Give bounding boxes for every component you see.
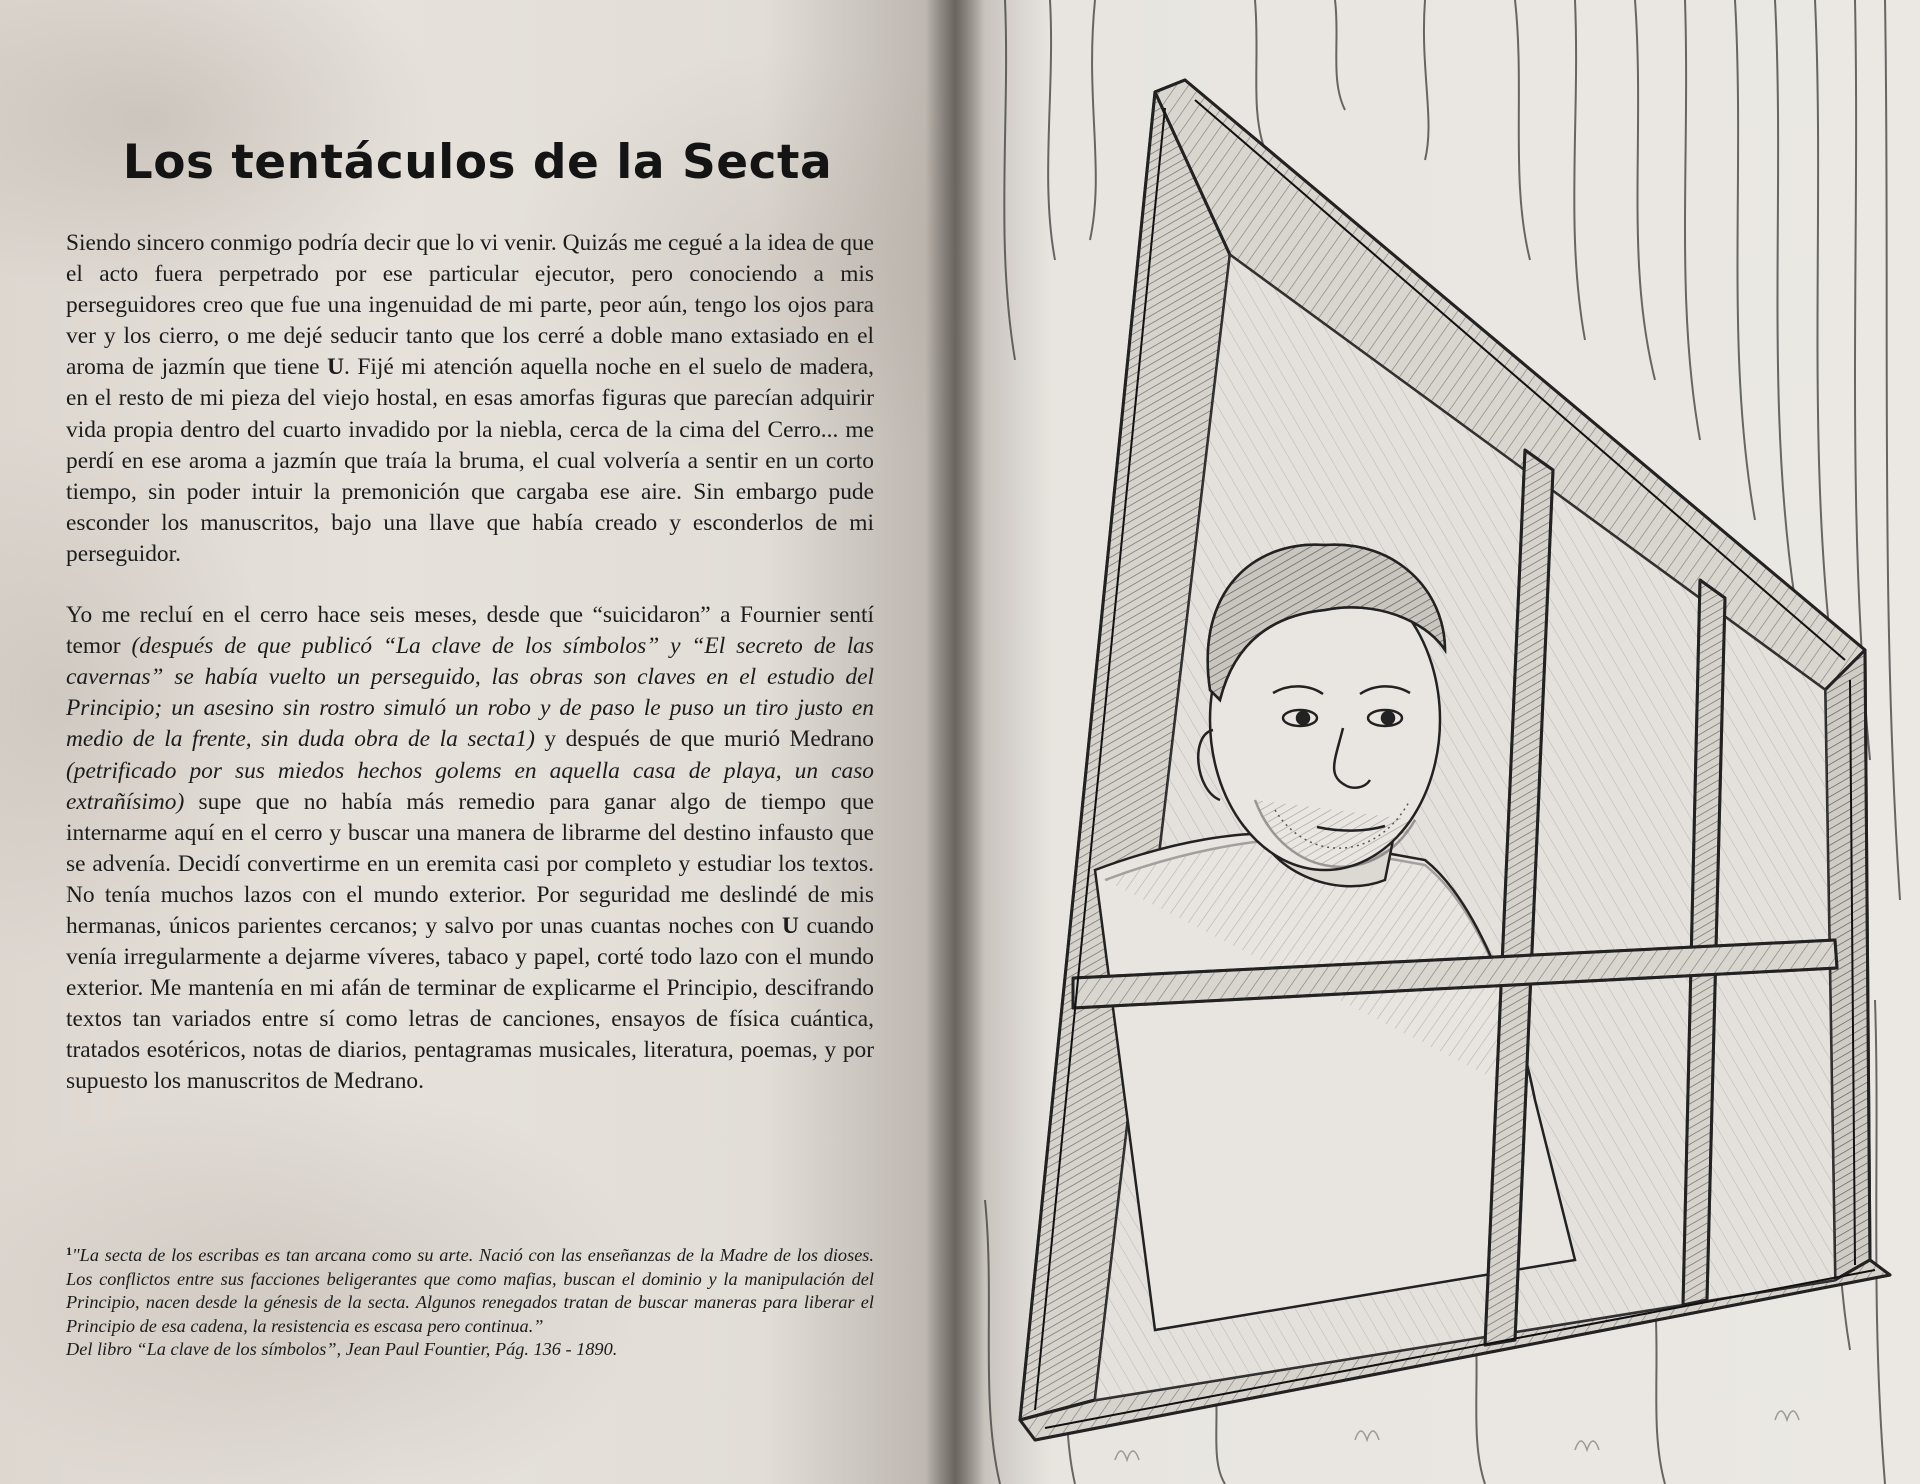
paragraph-2 bbox=[66, 600, 874, 1098]
text-run: . Fijé mi atención aquella noche en el suelo de madera, en el resto de mi pieza del viejo hostal, en esas amorfas figuras que parecían adquirir vida propia dentro del cuarto invadido por la niebla, cerca de la cima del Cerro... me perdí en ese aroma a jazmín que traía la bruma, el cual volvería a sentir en un corto tiempo, sin poder intuir la premonición que cargaba ese aire. Sin embargo pude esconder los manuscritos, bajo una llave que había creado y esconderlos de mi perseguidor. bbox=[66, 354, 874, 567]
footnote-text bbox=[66, 1240, 874, 1338]
footnote-marker: 1 bbox=[66, 1244, 72, 1258]
footnote-source: Del libro “La clave de los símbolos”, Jean Paul Fountier, Pág. 136 - 1890. bbox=[66, 1339, 618, 1359]
window-sketch-illustration bbox=[955, 0, 1920, 1484]
text-run: supe que no había más remedio para ganar algo de tiempo que internarme aquí en el cerro y buscar una manera de librarme del destino infausto que se advenía. Decidí convertirme en un eremita casi por completo y estudiar los textos. No tenía muchos lazos con el mundo exterior. Por seguridad me deslindé de mis hermanas, únicos parientes cercanos; y salvo por unas cuantas noches con bbox=[66, 788, 874, 939]
body-text bbox=[66, 228, 874, 1128]
paragraph-1 bbox=[66, 228, 874, 570]
bold-initial-u: U bbox=[327, 354, 344, 381]
italic-aside: (después de que publicó “La clave de los símbolos” y “El secreto de las cavernas” se había vuelto un perseguido, las obras son claves en el estudio del Principio; un asesino sin rostro simuló un robo y de paso le puso un tiro justo en medio de la frente, sin duda obra de la secta1) bbox=[66, 633, 874, 753]
text-run: cuando venía irregularmente a dejarme víveres, tabaco y papel, corté todo lazo con el mundo exterior. Me mantenía en mi afán de terminar de explicarme el Principio, descifrando textos tan variados entre sí como letras de canciones, ensayos de física cuántica, tratados esotéricos, notas de diarios, pentagramas musicales, literatura, poemas, y por supuesto los manuscritos de Medrano. bbox=[66, 912, 874, 1095]
book-gutter bbox=[925, 0, 985, 1484]
text-run: Yo me recluí en el cerro hace seis meses, desde que “suicidaron” a Fournier sentí temor bbox=[66, 602, 874, 660]
bold-initial-u: U bbox=[782, 912, 799, 939]
illustration-page bbox=[955, 0, 1920, 1484]
footnote-quote: "La secta de los escribas es tan arcana como su arte. Nació con las enseñanzas de la Madre de los dioses. Los conflictos entre sus facciones beligerantes que como mafias, buscan el dominio y la manipulación del Principio, nacen desde la génesis de la secta. Algunos renegados tratan de buscar maneras para liberar el Principio de esa cadena, la resistencia es escasa pero continua.” bbox=[66, 1245, 874, 1336]
page-title: Los tentáculos de la Secta bbox=[122, 135, 833, 190]
italic-aside: (petrificado por sus miedos hechos golems en aquella casa de playa, un caso extrañísimo) bbox=[66, 757, 874, 815]
footnote bbox=[66, 1240, 874, 1362]
text-page bbox=[0, 0, 955, 1484]
text-run: y después de que murió Medrano bbox=[534, 726, 874, 753]
text-run: Siendo sincero conmigo podría decir que lo vi venir. Quizás me cegué a la idea de que el acto fuera perpetrado por ese particular ejecutor, pero conociendo a mis perseguidores creo que fue una ingenuidad de mi parte, peor aún, tengo los ojos para ver y los cierro, o me dejé seducir tanto que los cerré a doble mano extasiado en el aroma de jazmín que tiene bbox=[66, 230, 874, 381]
